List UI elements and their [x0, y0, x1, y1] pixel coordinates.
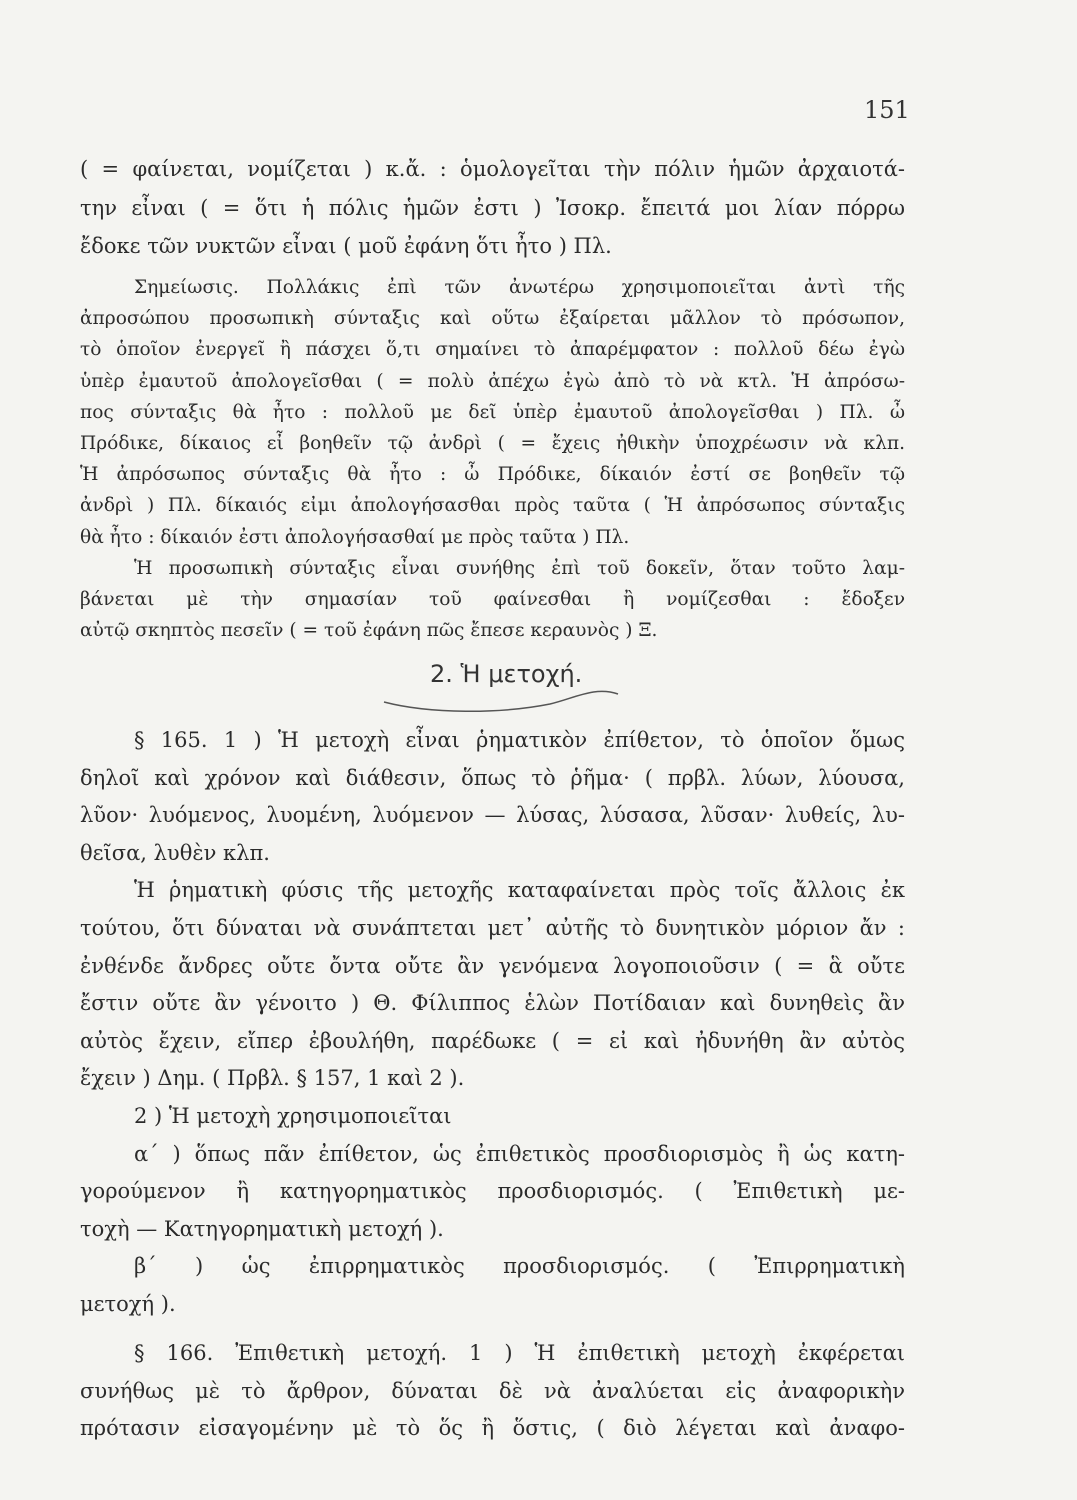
note-paragraph [80, 272, 905, 646]
heading-underline [380, 672, 630, 717]
text-line: λῦον· λυόμενος, λυομένη, λυόμενον — λύσας, λύσασα, λῦσαν· λυθείς, λυ- [80, 803, 905, 828]
text-line: συνήθως μὲ τὸ ἄρθρον, δύναται δὲ νὰ ἀναλύεται εἰς ἀναφορικὴν [80, 1378, 905, 1403]
text-line: τὸ ὁποῖον ἐνεργεῖ ἢ πάσχει ὅ,τι σημαίνει τὸ ἀπαρέμφατον : πολλοῦ δέω ἐγὼ [80, 339, 905, 361]
text-line: 2 ) Ἡ μετοχὴ χρησιμοποιεῖται [134, 1103, 452, 1128]
text-line: την εἶναι ( = ὅτι ἡ πόλις ἡμῶν ἐστι ) Ἰσοκρ. ἔπειτά μοι λίαν πόρρω [80, 195, 905, 220]
section-165 [80, 722, 905, 1324]
text-line: θὰ ἦτο : δίκαιόν ἐστι ἀπολογήσασθαί με πρὸς ταῦτα ) Πλ. [80, 526, 630, 548]
text-line: δηλοῖ καὶ χρόνον καὶ διάθεσιν, ὅπως τὸ ῥῆμα· ( πρβλ. λύων, λύουσα, [80, 765, 905, 790]
text-line: θεῖσα, λυθὲν κλπ. [80, 840, 270, 865]
text-line: ἔστιν οὔτε ἂν γένοιτο ) Θ. Φίλιππος ἑλὼν Ποτίδαιαν καὶ δυνηθεὶς ἂν [80, 991, 905, 1016]
section-166 [80, 1335, 905, 1448]
text-line: ὑπὲρ ἐμαυτοῦ ἀπολογεῖσθαι ( = πολὺ ἀπέχω ἐγὼ ἀπὸ τὸ νὰ κτλ. Ἡ ἀπρόσω- [80, 370, 905, 392]
text-line: Σημείωσις. Πολλάκις ἐπὶ τῶν ἀνωτέρω χρησιμοποιεῖται ἀντὶ τῆς [134, 277, 905, 298]
text-line: αὐτῷ σκηπτὸς πεσεῖν ( = τοῦ ἐφάνη πῶς ἔπεσε κεραυνὸς ) Ξ. [80, 620, 658, 642]
page-number: 151 [864, 96, 910, 124]
text-line: Ἡ ἀπρόσωπος σύνταξις θὰ ἦτο : ὦ Πρόδικε, δίκαιόν ἐστί σε βοηθεῖν τῷ [80, 464, 905, 486]
text-line: ἀνδρὶ ) Πλ. δίκαιός εἰμι ἀπολογήσασθαι πρὸς ταῦτα ( Ἡ ἀπρόσωπος σύνταξις [80, 495, 905, 517]
text-line: ( = φαίνεται, νομίζεται ) κ.ἄ. : ὁμολογεῖται τὴν πόλιν ἡμῶν ἀρχαιοτά- [80, 157, 905, 181]
text-line: γορούμενον ἢ κατηγορηματικὸς προσδιορισμός. ( Ἐπιθετικὴ με- [80, 1179, 905, 1204]
text-line: Ἡ ῥηματικὴ φύσις τῆς μετοχῆς καταφαίνεται πρὸς τοῖς ἄλλοις ἐκ [134, 878, 905, 903]
text-line: § 165. 1 ) Ἡ μετοχὴ εἶναι ῥηματικὸν ἐπίθετον, τὸ ὁποῖον ὅμως [134, 728, 905, 752]
text-line: ἐνθένδε ἄνδρες οὔτε ὄντα οὔτε ἂν γενόμενα λογοποιοῦσιν ( = ἃ οὔτε [80, 953, 905, 978]
text-line: βάνεται μὲ τὴν σημασίαν τοῦ φαίνεσθαι ἢ νομίζεσθαι : ἔδοξεν [80, 589, 905, 611]
text-line: § 166. Ἐπιθετικὴ μετοχή. 1 ) Ἡ ἐπιθετικὴ μετοχὴ ἐκφέρεται [134, 1341, 905, 1365]
text-line: τούτου, ὅτι δύναται νὰ συνάπτεται μετ᾽ αὐτῆς τὸ δυνητικὸν μόριον ἄν : [80, 915, 905, 940]
text-line: αὐτὸς ἔχειν, εἴπερ ἐβουλήθη, παρέδωκε ( = εἰ καὶ ἠδυνήθη ἂν αὐτὸς [80, 1028, 905, 1053]
text-line: ἔδοκε τῶν νυκτῶν εἶναι ( μοῦ ἐφάνη ὅτι ἦτο ) Πλ. [80, 234, 612, 258]
text-line: ἔχειν ) Δημ. ( Πρβλ. § 157, 1 καὶ 2 ). [80, 1066, 465, 1091]
text-line: τοχὴ — Κατηγορηματικὴ μετοχή ). [80, 1216, 444, 1241]
text-line: ἀπροσώπου προσωπικὴ σύνταξις καὶ οὕτω ἐξαίρεται μᾶλλον τὸ πρόσωπον, [80, 308, 905, 330]
text-line: β΄ ) ὡς ἐπιρρηματικὸς προσδιορισμός. ( Ἐπιρρηματικὴ [134, 1254, 905, 1279]
text-line: α΄ ) ὅπως πᾶν ἐπίθετον, ὡς ἐπιθετικὸς προσδιορισμὸς ἢ ὡς κατη- [134, 1141, 905, 1166]
text-line: μετοχή ). [80, 1291, 176, 1316]
section-heading: 2. Ἡ μετοχή. [430, 660, 583, 688]
paragraph-examples [80, 150, 905, 266]
text-line: Ἡ προσωπικὴ σύνταξις εἶναι συνήθης ἐπὶ τοῦ δοκεῖν, ὅταν τοῦτο λαμ- [134, 557, 905, 579]
text-line: πος σύνταξις θὰ ἦτο : πολλοῦ με δεῖ ὑπὲρ ἐμαυτοῦ ἀπολογεῖσθαι ) Πλ. ὦ [80, 401, 905, 423]
text-line: πρότασιν εἰσαγομένην μὲ τὸ ὅς ἢ ὅστις, ( διὸ λέγεται καὶ ἀναφο- [80, 1416, 905, 1441]
text-line: Πρόδικε, δίκαιος εἶ βοηθεῖν τῷ ἀνδρὶ ( = ἔχεις ἠθικὴν ὑποχρέωσιν νὰ κλπ. [80, 433, 905, 455]
